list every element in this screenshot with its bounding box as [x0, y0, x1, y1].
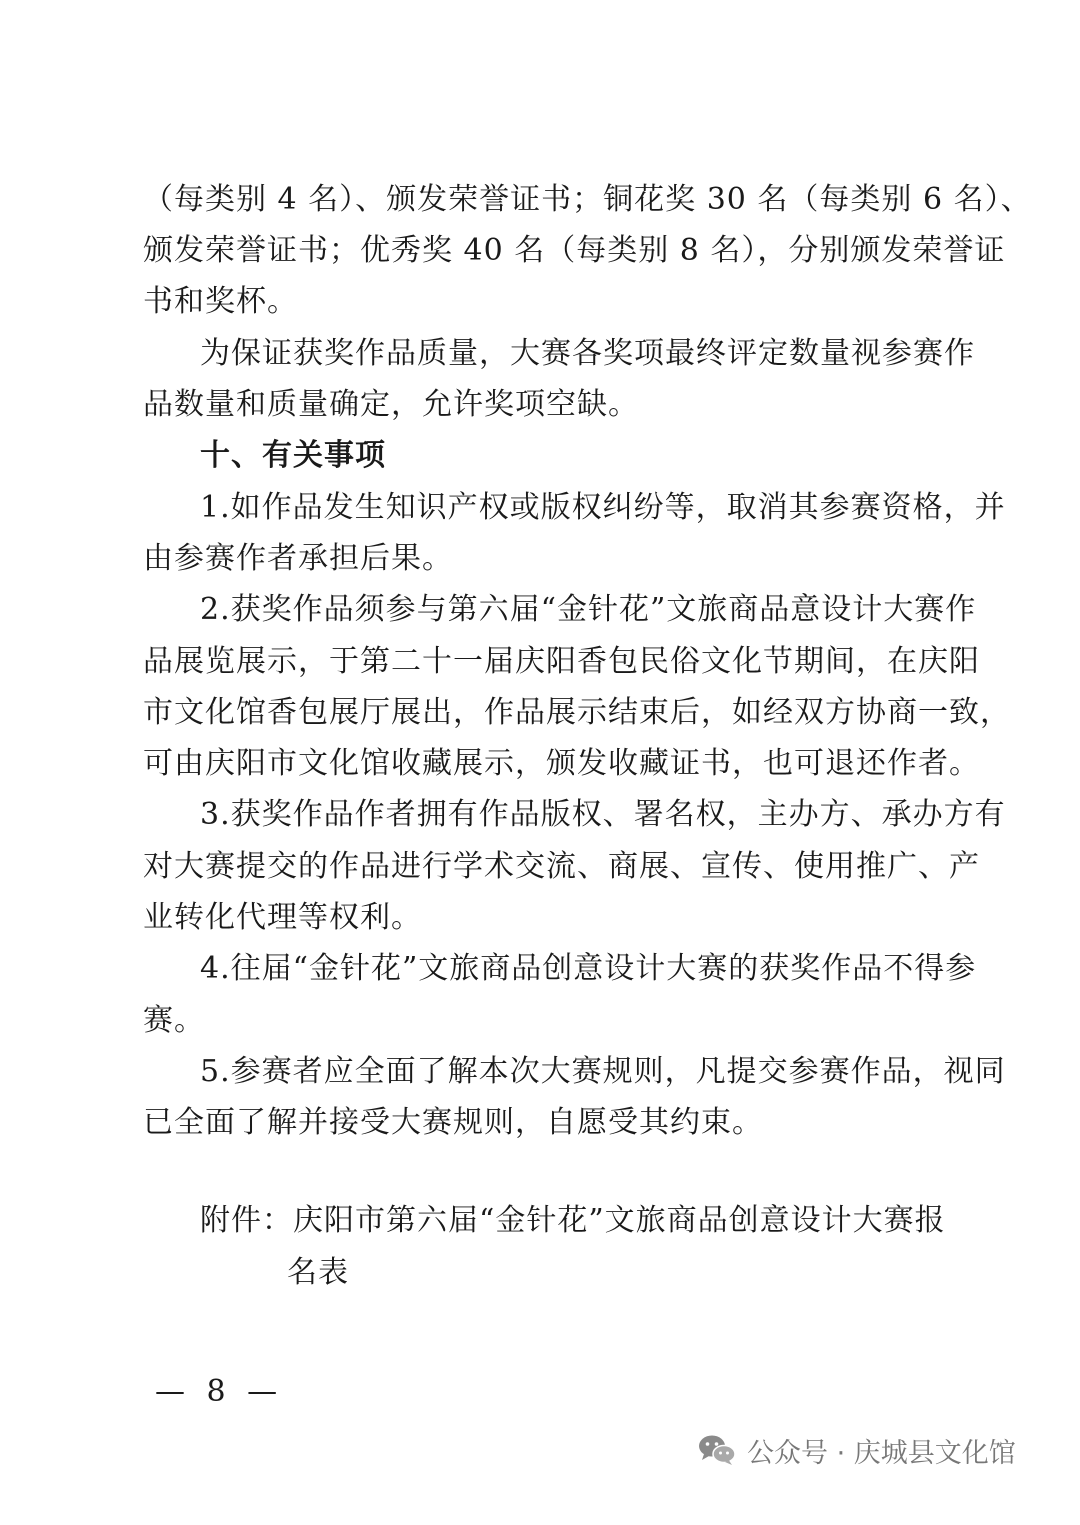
- paragraph-line: 已全面了解并接受大赛规则，自愿受其约束。: [143, 1105, 763, 1140]
- paragraph-line: 对大赛提交的作品进行学术交流、商展、宣传、使用推广、产: [143, 849, 980, 884]
- paragraph-line: 为保证获奖作品质量，大赛各奖项最终评定数量视参赛作: [200, 336, 975, 371]
- watermark-text: 公众号 · 庆城县文化馆: [747, 1437, 1016, 1469]
- paragraph-line: 3.获奖作品作者拥有作品版权、署名权，主办方、承办方有: [200, 797, 1006, 832]
- paragraph-line: 由参赛作者承担后果。: [143, 541, 453, 576]
- attachment-line: 附件：庆阳市第六届“金针花”文旅商品创意设计大赛报: [200, 1203, 946, 1238]
- attachment-line: 名表: [287, 1255, 349, 1290]
- paragraph-line: 4.往届“金针花”文旅商品创意设计大赛的获奖作品不得参: [200, 951, 977, 986]
- paragraph-line: 市文化馆香包展厅展出，作品展示结束后，如经双方协商一致，: [143, 695, 1011, 730]
- paragraph-line: （每类别 4 名）、颁发荣誉证书；铜花奖 30 名（每类别 6 名）、: [143, 182, 1032, 217]
- paragraph-line: 品展览展示，于第二十一届庆阳香包民俗文化节期间，在庆阳: [143, 644, 980, 679]
- paragraph-line: 书和奖杯。: [143, 284, 298, 319]
- paragraph-line: 5.参赛者应全面了解本次大赛规则，凡提交参赛作品，视同: [200, 1054, 1006, 1089]
- paragraph-line: 赛。: [143, 1003, 205, 1038]
- paragraph-line: 业转化代理等权利。: [143, 900, 422, 935]
- paragraph-line: 可由庆阳市文化馆收藏展示，颁发收藏证书，也可退还作者。: [143, 746, 980, 781]
- paragraph-line: 颁发荣誉证书；优秀奖 40 名（每类别 8 名），分别颁发荣誉证: [143, 233, 1006, 268]
- paragraph-line: 品数量和质量确定，允许奖项空缺。: [143, 387, 639, 422]
- paragraph-line: 1.如作品发生知识产权或版权纠纷等，取消其参赛资格，并: [200, 490, 1006, 525]
- paragraph-line: 2.获奖作品须参与第六届“金针花”文旅商品意设计大赛作: [200, 592, 977, 627]
- section-heading: 十、有关事项: [200, 438, 386, 473]
- watermark: [697, 1428, 1016, 1472]
- wechat-icon: [697, 1433, 737, 1467]
- page-number: — 8 —: [155, 1374, 284, 1409]
